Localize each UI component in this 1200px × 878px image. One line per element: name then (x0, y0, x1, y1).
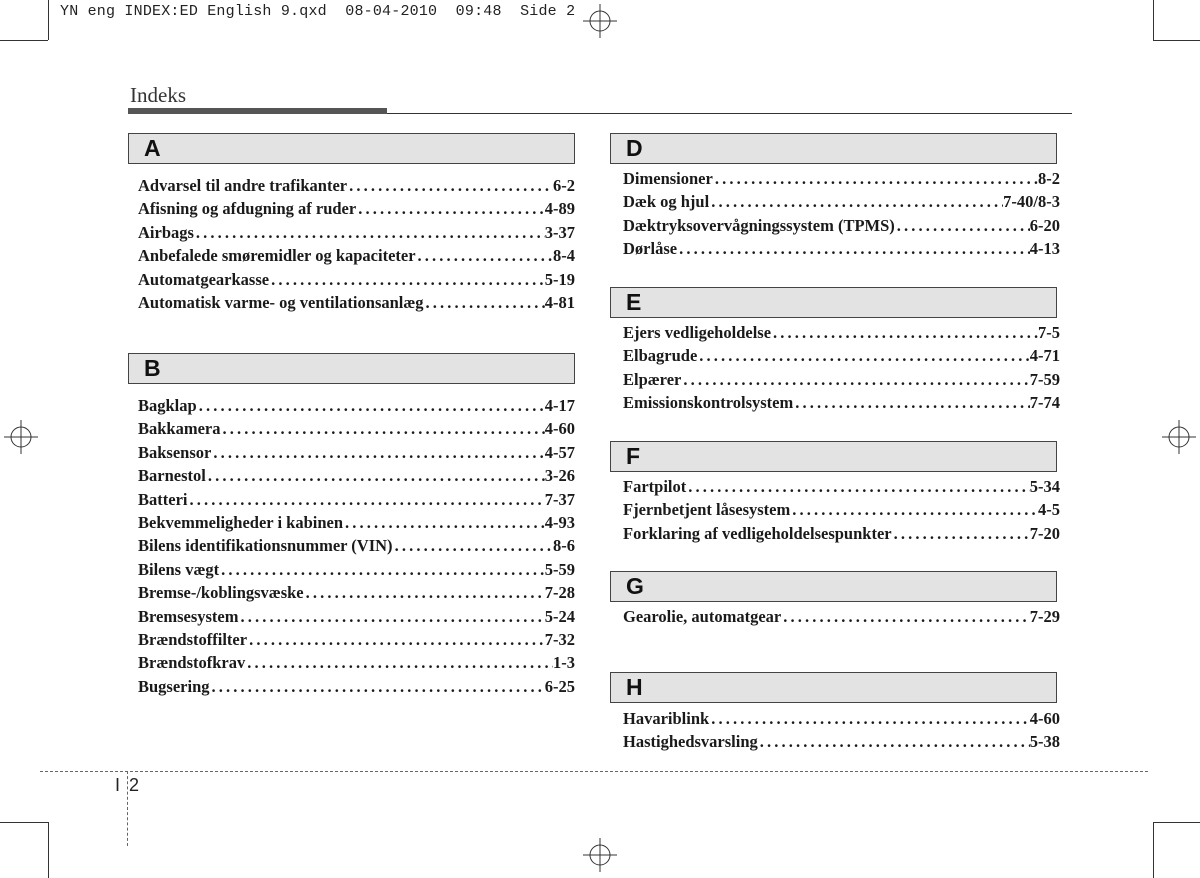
dot-leader (206, 466, 545, 486)
index-list-g (623, 607, 1060, 630)
index-entry[interactable] (138, 490, 575, 513)
entry-label: Bremsesystem (138, 606, 239, 626)
title-underline (128, 108, 387, 114)
page-number: I 2 (115, 775, 142, 795)
dot-leader (211, 443, 544, 463)
entry-label: Automatisk varme- og ventilationsanlæg (138, 292, 424, 312)
crop-mark (0, 40, 48, 41)
index-entry[interactable] (138, 293, 575, 316)
index-list-f (623, 477, 1060, 547)
index-entry[interactable] (138, 176, 575, 199)
index-entry[interactable] (623, 732, 1060, 755)
entry-label: Advarsel til andre trafikanter (138, 176, 348, 195)
entry-label: Barnestol (138, 466, 206, 486)
dot-leader (269, 270, 545, 290)
dot-leader (245, 653, 553, 673)
dot-leader (697, 346, 1029, 366)
section-letter: G (626, 573, 644, 599)
crop-mark (1153, 822, 1200, 823)
entry-page: 5-19 (544, 269, 575, 289)
dot-leader (758, 732, 1030, 752)
entry-page: 1-3 (553, 653, 575, 673)
entry-label: Fartpilot (623, 477, 687, 496)
index-list-e (623, 323, 1060, 417)
index-entry[interactable] (138, 653, 575, 676)
dot-leader (416, 246, 553, 266)
dot-leader (187, 490, 544, 510)
entry-label: Baksensor (138, 442, 212, 462)
crop-mark (1153, 40, 1200, 41)
registration-mark-icon (583, 4, 617, 38)
entry-label: Bekvemmeligheder i kabinen (138, 512, 344, 532)
dot-leader (709, 192, 1003, 212)
entry-label: Airbags (138, 222, 194, 242)
index-entry[interactable] (623, 370, 1060, 393)
dot-leader (681, 370, 1029, 390)
entry-page: 8-2 (1038, 169, 1060, 188)
entry-page: 4-17 (544, 396, 575, 415)
index-entry[interactable] (623, 524, 1060, 547)
section-letter: B (144, 355, 161, 381)
entry-label: Automatgearkasse (138, 269, 270, 289)
entry-label: Anbefalede smøremidler og kapaciteter (138, 246, 416, 266)
dot-leader (686, 477, 1030, 497)
entry-page: 7-37 (544, 489, 575, 509)
section-header-b (128, 353, 575, 384)
print-slug: YN eng INDEX:ED English 9.qxd 08-04-2010 09:48 Side 2 (60, 3, 576, 20)
entry-label: Brændstoffilter (138, 629, 248, 649)
section-header-e (610, 287, 1057, 318)
section-letter: A (144, 135, 161, 161)
entry-label: Bilens identifikationsnummer (VIN) (138, 536, 393, 556)
crop-mark (1153, 0, 1154, 40)
dot-leader (210, 677, 545, 697)
entry-label: Bilens vægt (138, 559, 220, 579)
entry-page: 7-20 (1029, 523, 1060, 543)
entry-label: Batteri (138, 489, 188, 509)
entry-label: Dørlåse (623, 239, 678, 259)
entry-page: 4-60 (544, 419, 575, 439)
entry-label: Bagklap (138, 396, 197, 415)
dot-leader (713, 169, 1038, 189)
entry-page: 7-32 (544, 629, 575, 649)
entry-page: 4-5 (1038, 500, 1060, 520)
section-header-g (610, 571, 1057, 602)
index-entry[interactable] (138, 630, 575, 653)
index-entry[interactable] (138, 246, 575, 269)
section-header-h (610, 672, 1057, 703)
entry-page: 8-4 (553, 246, 575, 266)
index-entry[interactable] (623, 709, 1060, 732)
entry-label: Afisning og afdugning af ruder (138, 199, 357, 219)
dot-leader (781, 607, 1030, 627)
index-entry[interactable] (138, 607, 575, 630)
entry-page: 7-28 (544, 583, 575, 603)
index-entry[interactable] (623, 477, 1060, 500)
entry-page: 4-93 (544, 512, 575, 532)
entry-page: 4-89 (544, 199, 575, 219)
index-entry[interactable] (138, 466, 575, 489)
entry-page: 4-71 (1029, 346, 1060, 366)
entry-label: Emissionskontrolsystem (623, 393, 794, 413)
section-header-a (128, 133, 575, 164)
index-entry[interactable] (138, 443, 575, 466)
dot-leader (247, 630, 545, 650)
entry-label: Hastighedsvarsling (623, 732, 758, 752)
index-entry[interactable] (623, 393, 1060, 416)
index-entry[interactable] (138, 199, 575, 222)
dot-leader (709, 709, 1030, 729)
crop-mark (1153, 822, 1154, 878)
index-entry[interactable] (138, 223, 575, 246)
entry-page: 4-57 (544, 442, 575, 462)
entry-label: Elpærer (623, 369, 682, 389)
entry-label: Dimensioner (623, 169, 713, 188)
section-letter: F (626, 443, 641, 469)
dot-leader (239, 607, 545, 627)
index-entry[interactable] (138, 560, 575, 583)
dot-leader (194, 223, 545, 243)
dot-leader (790, 500, 1038, 520)
index-entry[interactable] (138, 677, 575, 700)
registration-mark-icon (1162, 420, 1196, 454)
section-letter: H (626, 674, 643, 700)
entry-page: 4-60 (1029, 709, 1060, 728)
title-rule (387, 113, 1072, 114)
entry-page: 4-81 (544, 292, 575, 312)
entry-page: 5-59 (544, 559, 575, 579)
index-entry[interactable] (623, 239, 1060, 262)
index-list-a (138, 176, 575, 316)
dot-leader (793, 393, 1030, 413)
entry-label: Ejers vedligeholdelse (623, 323, 772, 342)
index-entry[interactable] (138, 396, 575, 419)
index-entry[interactable] (623, 500, 1060, 523)
entry-label: Bremse-/koblingsvæske (138, 583, 304, 603)
entry-page: 5-34 (1029, 477, 1060, 496)
section-letter: E (626, 289, 642, 315)
entry-label: Dæktryksovervågningssystem (TPMS) (623, 215, 895, 235)
entry-page: 7-74 (1029, 393, 1060, 413)
entry-page: 4-13 (1029, 239, 1060, 259)
entry-label: Havariblink (623, 709, 710, 728)
entry-page: 7-59 (1029, 369, 1060, 389)
index-entry[interactable] (623, 192, 1060, 215)
entry-page: 5-24 (544, 606, 575, 626)
section-header-d (610, 133, 1057, 164)
entry-page: 6-2 (553, 176, 575, 195)
entry-page: 3-26 (544, 466, 575, 486)
entry-page: 8-6 (553, 536, 575, 556)
entry-label: Bakkamera (138, 419, 221, 439)
crop-mark (48, 0, 49, 40)
dot-leader (771, 323, 1038, 343)
index-entry[interactable] (138, 513, 575, 536)
index-entry[interactable] (138, 536, 575, 559)
entry-page: 5-38 (1029, 732, 1060, 752)
entry-label: Bugsering (138, 676, 210, 696)
registration-mark-icon (583, 838, 617, 872)
entry-page: 7-5 (1038, 323, 1060, 342)
footer-rule (40, 771, 1148, 772)
index-entry[interactable] (623, 216, 1060, 239)
section-letter: D (626, 135, 643, 161)
dot-leader (197, 396, 545, 416)
entry-page: 7-29 (1029, 607, 1060, 626)
entry-page: 3-37 (544, 222, 575, 242)
dot-leader (219, 560, 545, 580)
dot-leader (677, 239, 1030, 259)
dot-leader (424, 293, 545, 313)
crop-mark (0, 822, 48, 823)
dot-leader (356, 199, 545, 219)
index-list-b (138, 396, 575, 700)
entry-label: Elbagrude (623, 346, 698, 366)
entry-label: Brændstofkrav (138, 653, 246, 673)
index-entry[interactable] (623, 323, 1060, 346)
entry-label: Forklaring af vedligeholdelsespunkter (623, 523, 892, 543)
dot-leader (347, 176, 553, 196)
registration-mark-icon (4, 420, 38, 454)
index-entry[interactable] (138, 270, 575, 293)
entry-page: 7-40/8-3 (1003, 192, 1060, 212)
index-entry[interactable] (138, 419, 575, 442)
index-list-d (623, 169, 1060, 263)
entry-page: 6-20 (1029, 215, 1060, 235)
section-header-f (610, 441, 1057, 472)
dot-leader (343, 513, 545, 533)
dot-leader (221, 419, 545, 439)
crop-mark (48, 822, 49, 878)
dot-leader (892, 524, 1030, 544)
page-title: Indeks (130, 83, 186, 107)
index-list-h (623, 709, 1060, 756)
entry-page: 6-25 (544, 676, 575, 696)
entry-label: Gearolie, automatgear (623, 607, 782, 626)
index-entry[interactable] (623, 607, 1060, 630)
entry-label: Fjernbetjent låsesystem (623, 500, 791, 520)
index-entry[interactable] (623, 346, 1060, 369)
index-entry[interactable] (138, 583, 575, 606)
entry-label: Dæk og hjul (623, 192, 710, 212)
dot-leader (304, 583, 545, 603)
dot-leader (895, 216, 1030, 236)
dot-leader (393, 536, 553, 556)
index-entry[interactable] (623, 169, 1060, 192)
